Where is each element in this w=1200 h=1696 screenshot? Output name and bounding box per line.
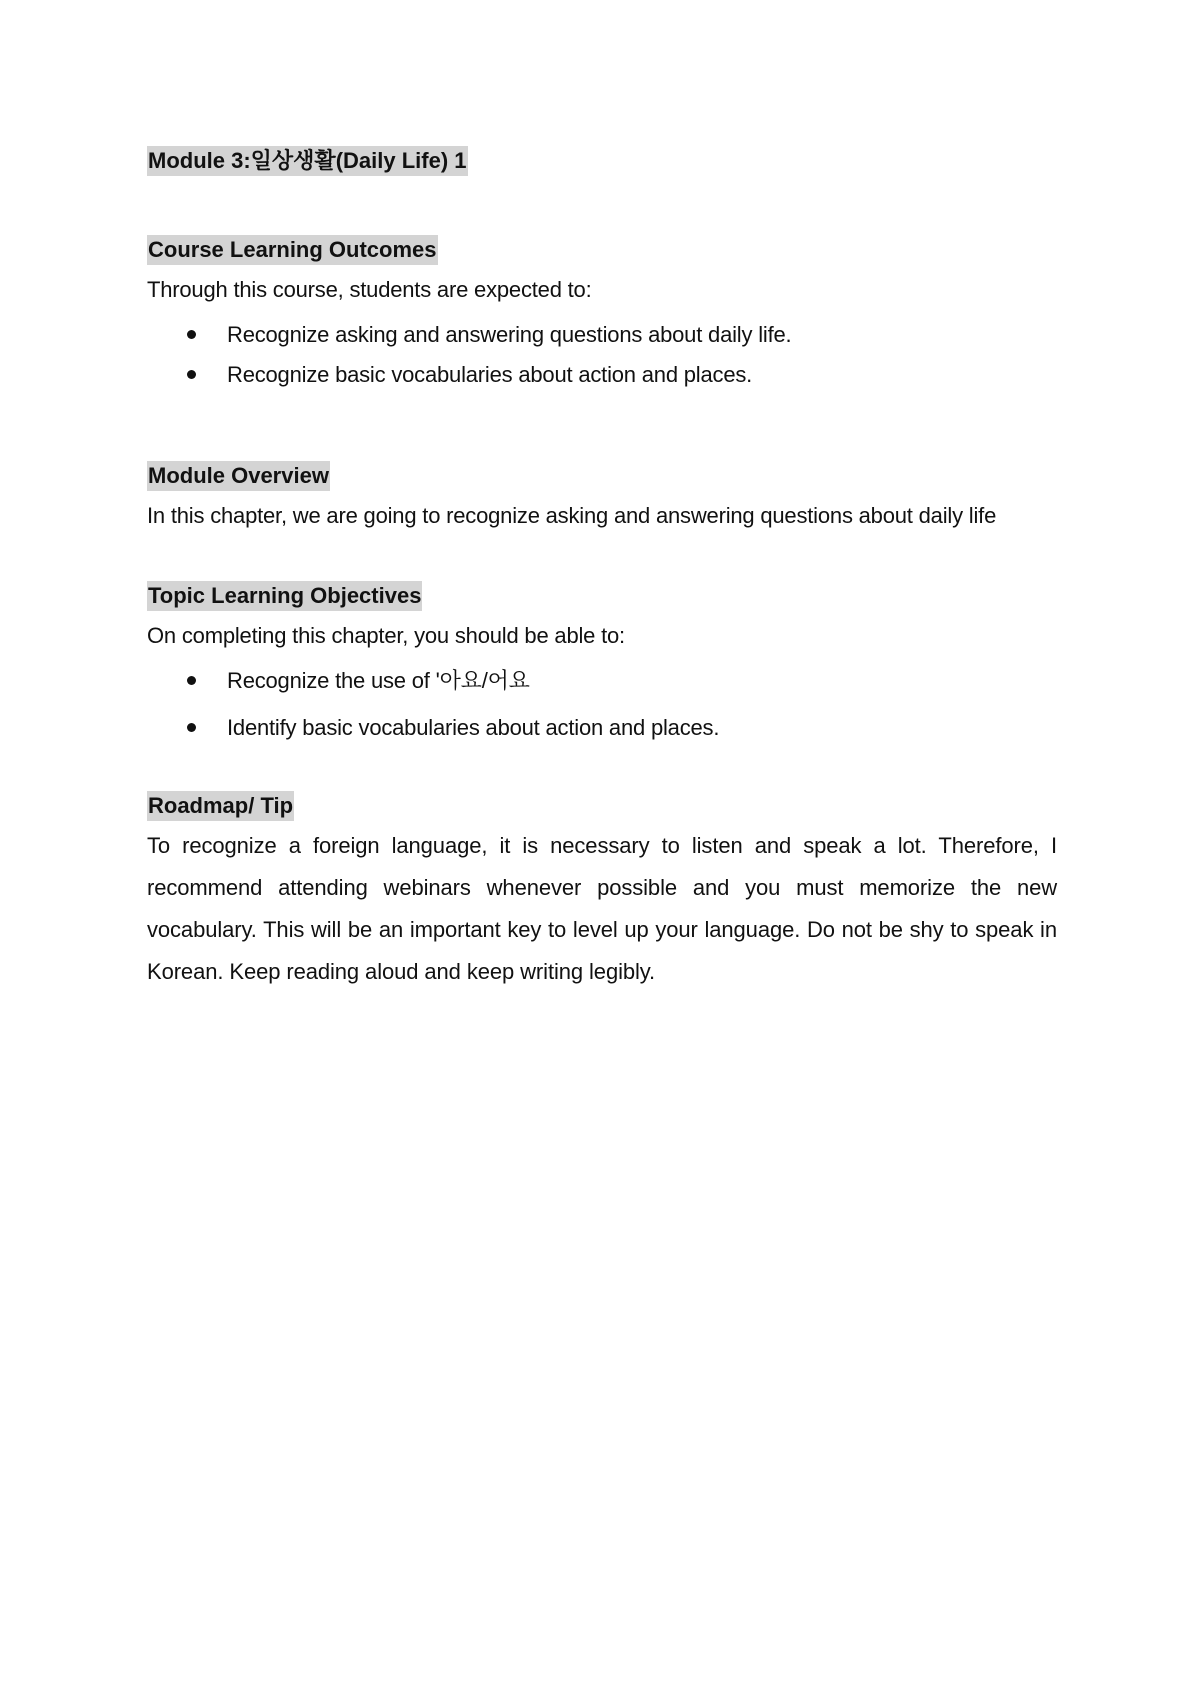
roadmap-heading: Roadmap/ Tip — [147, 791, 294, 821]
outcomes-heading: Course Learning Outcomes — [147, 235, 438, 265]
roadmap-text: To recognize a foreign language, it is necessary to listen and speak a lot. Therefore, I recommend attending webinars whenever possible and you must memorize the new vocabulary. This will be an important key to level up your language. Do not be shy to speak in Korean. Keep reading aloud and keep writing legibly. — [147, 833, 1057, 984]
roadmap-section — [147, 791, 1057, 993]
list-item — [147, 355, 1057, 395]
module-title-korean: 일상생활 — [251, 146, 336, 176]
module-title-prefix: Module 3: — [147, 146, 251, 176]
overview-heading: Module Overview — [147, 461, 330, 491]
bullet-icon — [187, 370, 196, 379]
list-item — [147, 315, 1057, 355]
outcome-text: Recognize asking and answering questions about daily life. — [227, 322, 792, 347]
list-item — [147, 703, 1057, 753]
objectives-intro: On completing this chapter, you should be able to: — [147, 623, 625, 648]
objective-text: Identify basic vocabularies about action and places. — [227, 715, 720, 740]
outcomes-section — [147, 235, 1057, 395]
outcomes-list — [147, 315, 1057, 395]
objectives-list — [147, 659, 1057, 753]
overview-section — [147, 461, 1057, 537]
outcome-text: Recognize basic vocabularies about action and places. — [227, 362, 753, 387]
module-title — [147, 146, 1057, 176]
bullet-icon — [187, 330, 196, 339]
bullet-icon — [187, 723, 196, 732]
objective-text: Recognize the use of '아요/어요 — [227, 668, 530, 693]
overview-text: In this chapter, we are going to recognize asking and answering questions about daily life — [147, 503, 997, 528]
module-title-suffix: (Daily Life) 1 — [336, 146, 468, 176]
objectives-heading: Topic Learning Objectives — [147, 581, 422, 611]
bullet-icon — [187, 676, 196, 685]
list-item — [147, 659, 1057, 703]
document-content — [147, 146, 1057, 993]
objectives-section — [147, 581, 1057, 753]
outcomes-intro: Through this course, students are expected to: — [147, 277, 592, 302]
